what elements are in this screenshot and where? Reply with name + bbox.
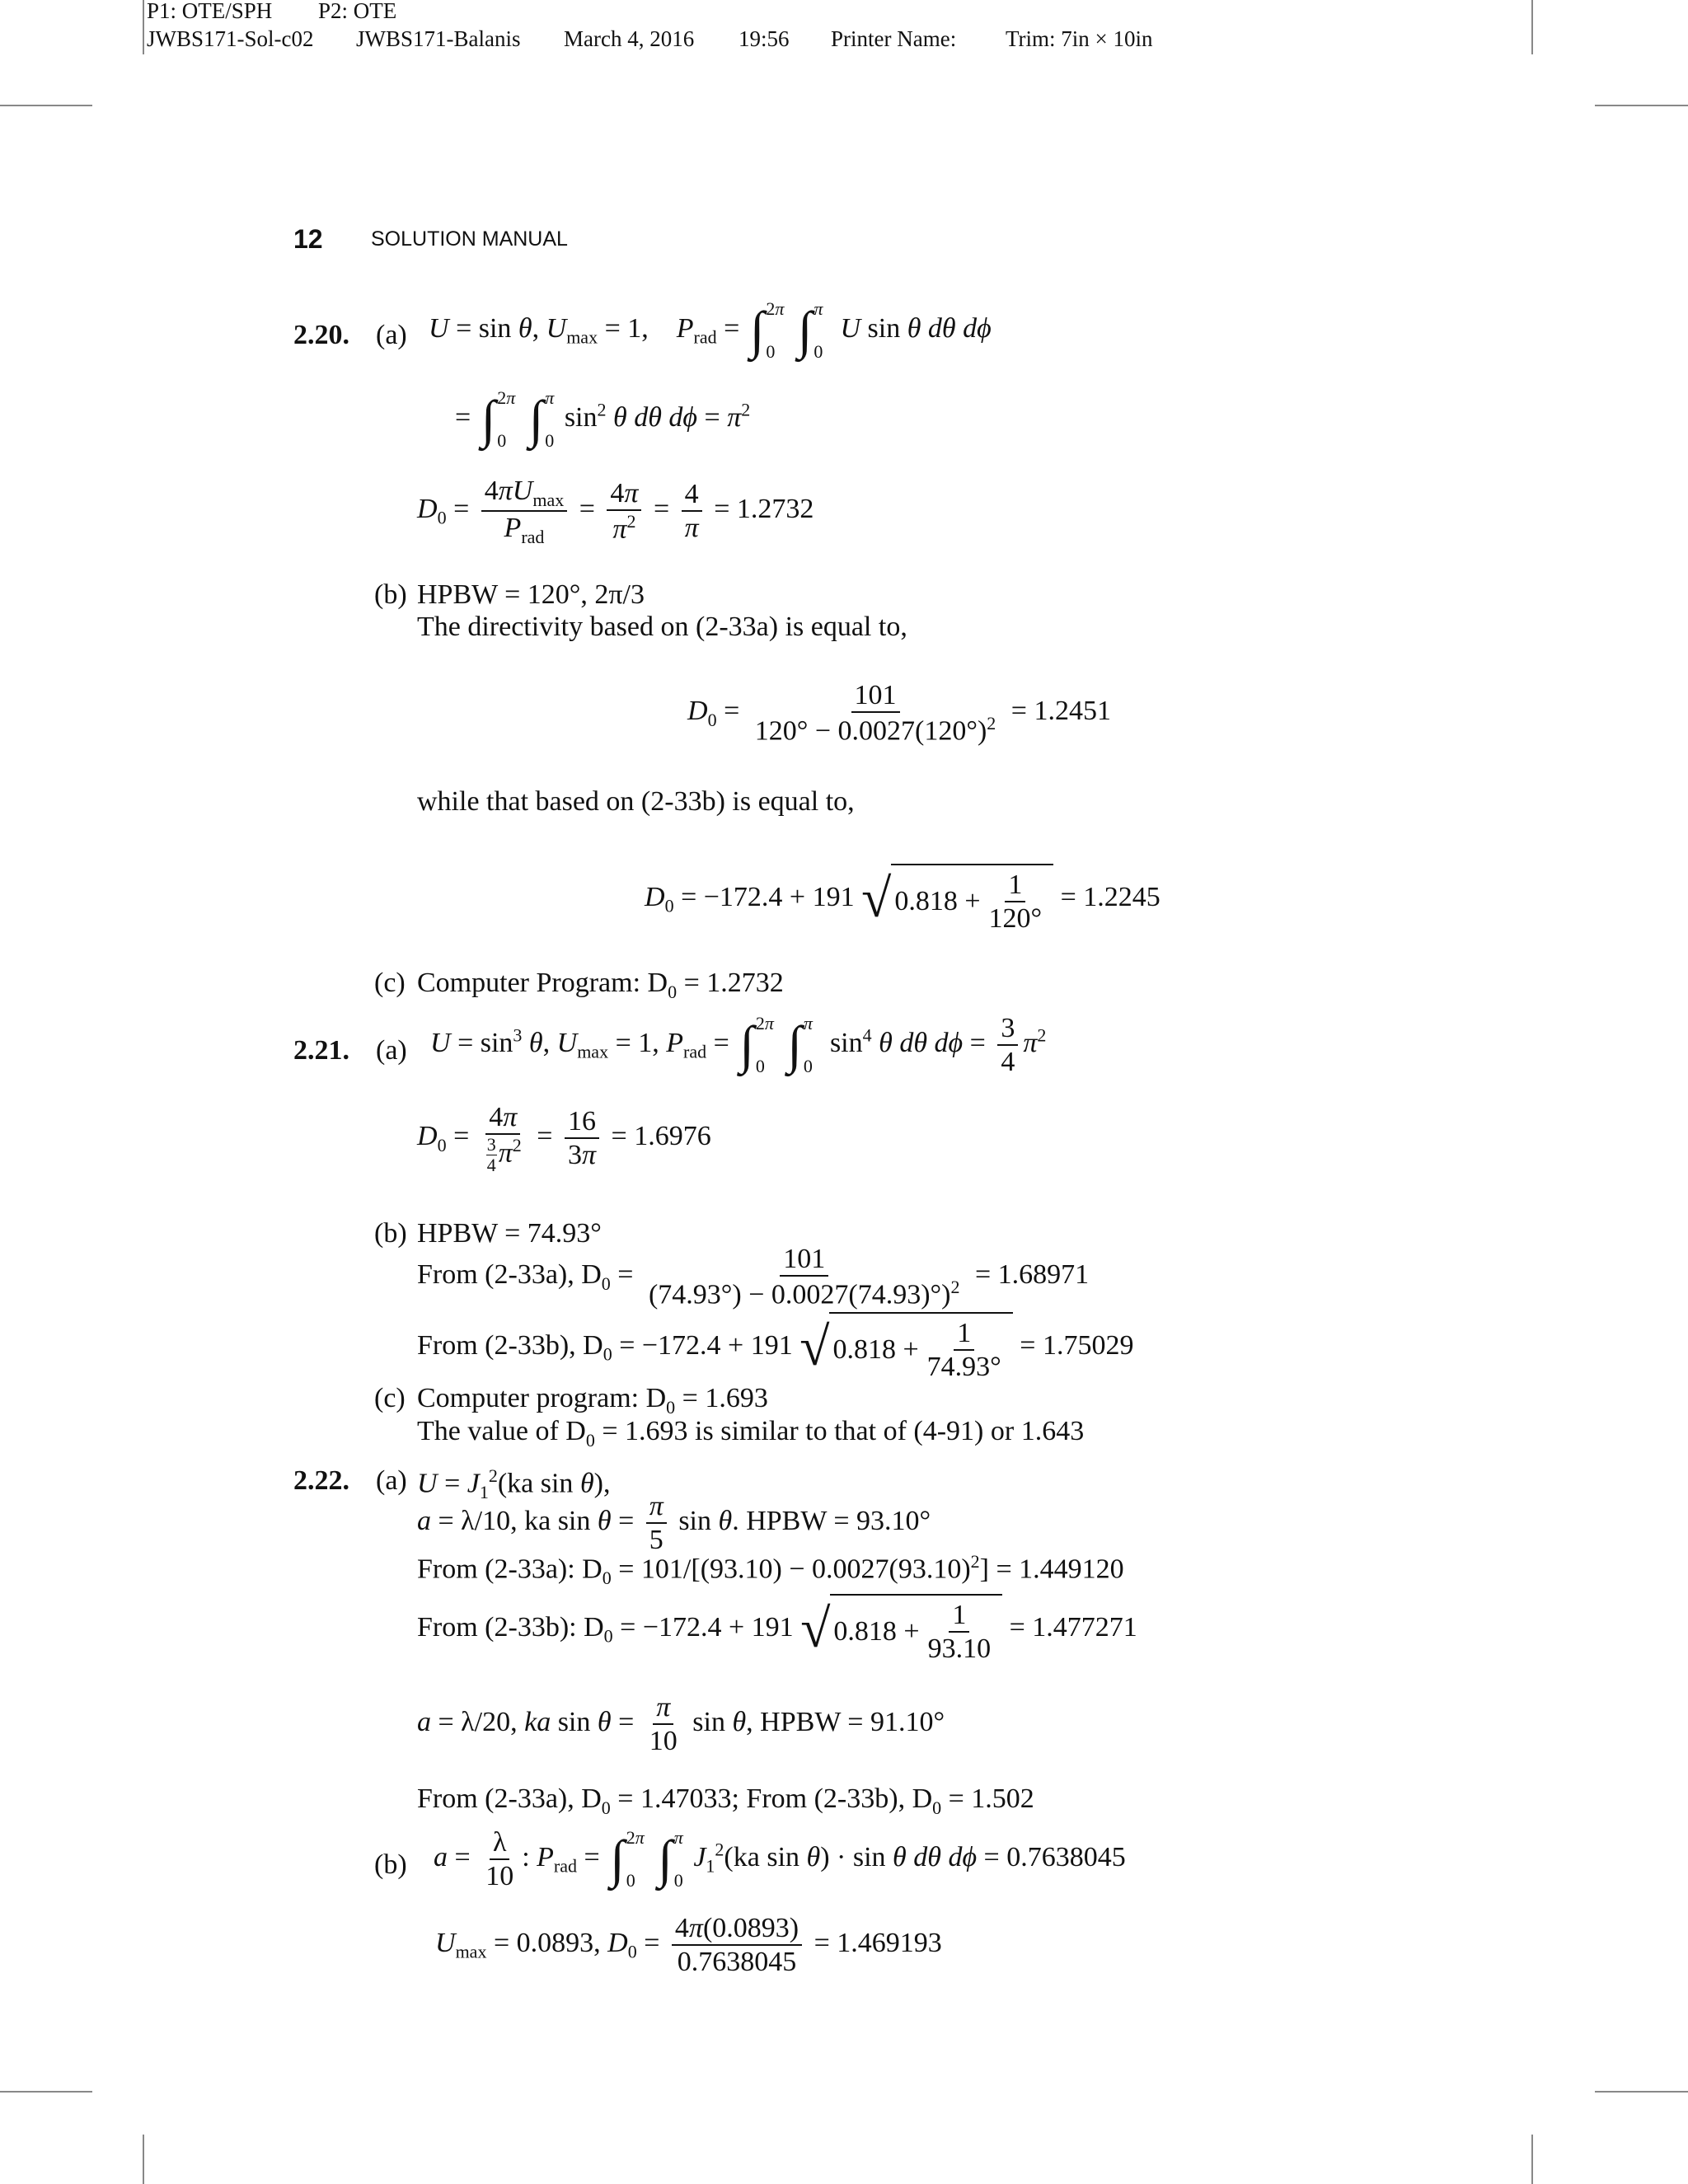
- result-value: = 1.469193: [814, 1927, 942, 1958]
- header-date: March 4, 2016: [564, 26, 695, 51]
- crop-mark: [143, 2135, 144, 2184]
- result-value: = 1.75029: [1020, 1329, 1134, 1361]
- part-label: (c): [374, 1383, 406, 1413]
- equation: $D_0 = -172.4 + 191$ √ 0.818 + $\frac{1}{120^\circ}$ = 1.2245: [645, 864, 1160, 935]
- problem-number: 2.21.: [293, 1035, 349, 1066]
- equation: From (2-33a), $D_0$ = $\frac{101}{(74.93^\circ) - 0.0027(74.93)^\circ)^2}$ = 1.68971: [417, 1244, 1090, 1310]
- problem-number: 2.22.: [293, 1465, 349, 1496]
- text-line: while that based on (2-33b) is equal to,: [417, 786, 855, 817]
- header-file: JWBS171-Sol-c02: [147, 26, 314, 51]
- result-value: = 1.68971: [974, 1259, 1090, 1291]
- text-line: The directivity based on (2-33a) is equal to,: [417, 612, 907, 642]
- result-value: = 1.6976: [611, 1121, 711, 1152]
- text-line: HPBW = 74.93°: [417, 1218, 602, 1249]
- crop-mark: [0, 105, 92, 106]
- part-label: (b): [374, 579, 407, 610]
- equation: = ∫ 2π 0 ∫ π 0 $\sin^2 \theta$ dθ $d\phi = \pi^2$: [455, 387, 751, 451]
- crop-mark: [1595, 105, 1688, 106]
- header-line1-left: P1: OTE/SPH: [147, 0, 273, 23]
- result-value: = 1.2732: [714, 493, 814, 524]
- equation: a = λ/20, ka sin θ = $\frac{\pi}{10}$ sin θ, HPBW = 91.10°: [417, 1692, 945, 1757]
- result-value: = 1.477271: [1009, 1611, 1137, 1643]
- problem-number: 2.20.: [293, 320, 349, 350]
- header-trim: Trim: 7in × 10in: [1006, 26, 1153, 51]
- crop-mark: [1595, 2091, 1688, 2093]
- equation: a = λ/10, ka sin θ = $\frac{\pi}{5}$ sin θ. HPBW = 93.10°: [417, 1491, 931, 1556]
- text-line: HPBW = 120°, 2π/3: [417, 579, 645, 610]
- equation: a = $\frac{\lambda}{10}$ : $P_{rad}$ = ∫ 2π 0 ∫ π 0 $J_1^2(ka$ sin θ) · sin θ dθ dϕ = 0.7638045: [434, 1827, 1126, 1892]
- equation: U = sin θ, $U_{max} = 1$, $P_{rad}$ = ∫ 2π 0 ∫ π 0 U sin θ dθ dϕ: [429, 298, 992, 362]
- header-line1-mid: P2: OTE: [318, 0, 397, 23]
- header-book: JWBS171-Balanis: [356, 26, 521, 51]
- equation: From (2-33b), $D_0 = -172.4 + 191$ √ 0.818 + $\frac{1}{74.93^\circ}$ = 1.75029: [417, 1312, 1133, 1383]
- part-label: (a): [376, 1035, 407, 1066]
- equation: From (2-33a): $D_0 = 101/[(93.10) - 0.0027(93.10)^2] = 1.449120$: [417, 1551, 1124, 1589]
- header-time: 19:56: [738, 26, 790, 51]
- equation: From (2-33a), $D_0 = 1.47033$; From (2-33b), $D_0 = 1.502$: [417, 1783, 1034, 1818]
- part-label: (b): [374, 1849, 407, 1880]
- crop-mark: [1531, 2135, 1533, 2184]
- part-label: (b): [374, 1218, 407, 1249]
- crop-mark: [1531, 0, 1533, 54]
- equation: $D_0$ = $\frac{4\pi U_{max}}{P_{rad}}$ = $\frac{4\pi}{\pi^2}$ = $\frac{4}{\pi}$ = 1.2732: [417, 476, 814, 547]
- crop-mark: [0, 2091, 92, 2093]
- result-value: = 1.2451: [1010, 696, 1111, 727]
- equation: $U_{max} = 0.0893$, $D_0$ = $\frac{4\pi(0.0893)}{0.7638045}$ = 1.469193: [435, 1913, 942, 1978]
- equation: From (2-33b): $D_0 = -172.4 + 191$ √ 0.818 + $\frac{1}{93.10}$ = 1.477271: [417, 1594, 1137, 1665]
- text-line: Computer Program: $D_0 = 1.2732$: [417, 968, 784, 1002]
- equation: $D_0$ = $\frac{101}{120^\circ - 0.0027(120^\circ)^2}$ = 1.2451: [687, 680, 1111, 747]
- page-number: 12: [293, 224, 323, 254]
- part-label: (a): [376, 1465, 407, 1496]
- part-label: (c): [374, 968, 406, 998]
- equation: $D_0$ = 4π $\frac{3}{4}$ $\pi^2$ = $\frac{16}{3\pi}$ = 1.6976: [417, 1102, 711, 1176]
- equation: $U = \sin^3 \theta$, $U_{max} = 1$, $P_{rad}$ = ∫ 2π 0 ∫ π 0 $\sin^4 \theta$ dθ dϕ = $\frac{3}{4}$ $\pi^2$: [430, 1013, 1047, 1078]
- equation: $U = J_1^2(ka$ sin θ),: [417, 1465, 611, 1503]
- header-printer: Printer Name:: [831, 26, 957, 51]
- text-line: The value of $D_0 = 1.693$ is similar to that of (4-91) or 1.643: [417, 1416, 1085, 1451]
- result-value: = 1.2245: [1060, 881, 1160, 912]
- part-label: (a): [376, 320, 407, 350]
- text-line: Computer program: $D_0 = 1.693$: [417, 1383, 768, 1418]
- section-title: SOLUTION MANUAL: [371, 227, 568, 251]
- result-value: = 0.7638045: [983, 1841, 1126, 1872]
- crop-mark: [143, 0, 144, 54]
